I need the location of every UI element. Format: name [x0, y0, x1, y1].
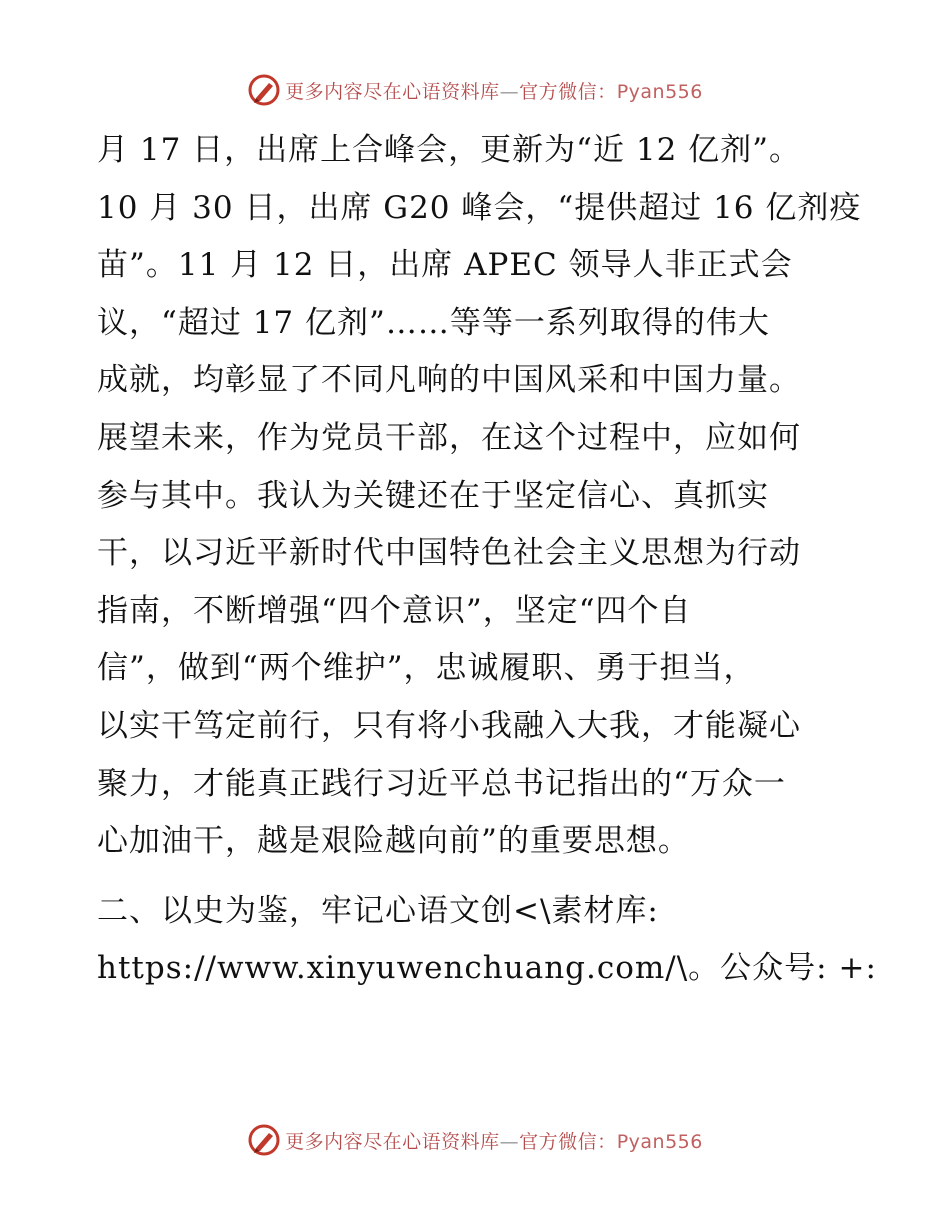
footer-watermark-banner	[0, 1120, 950, 1160]
url-line: https://www.xinyuwenchuang.com/\。公众号: +:	[97, 950, 877, 987]
body-line: 信”，做到“两个维护”，忠诚履职、勇于担当，	[97, 650, 756, 687]
body-line: 10 月 30 日，出席 G20 峰会，“提供超过 16 亿剂疫	[97, 189, 862, 226]
pen-logo-icon	[247, 73, 281, 107]
body-line: 议，“超过 17 亿剂”……等等一系列取得的伟大	[97, 304, 770, 341]
body-line: 干，以习近平新时代中国特色社会主义思想为行动	[97, 535, 801, 572]
body-line: 苗”。11 月 12 日，出席 APEC 领导人非正式会	[97, 247, 793, 284]
body-line: 聚力，才能真正践行习近平总书记指出的“万众一	[97, 765, 786, 802]
body-line: 成就，均彰显了不同凡响的中国风采和中国力量。	[97, 362, 801, 399]
body-line: 以实干笃定前行，只有将小我融入大我，才能凝心	[97, 707, 801, 744]
banner-separator: —	[499, 1130, 520, 1153]
section-heading: 二、以史为鉴，牢记心语文创<\素材库:	[97, 892, 659, 929]
banner-account: Pyan556	[616, 80, 703, 103]
banner-text	[285, 77, 703, 104]
body-line: 月 17 日，出席上合峰会，更新为“近 12 亿剂”。	[97, 132, 802, 168]
pen-logo-icon	[247, 1123, 281, 1157]
body-line: 展望未来，作为党员干部，在这个过程中，应如何	[97, 419, 801, 456]
body-line: 参与其中。我认为关键还在于坚定信心、真抓实	[97, 477, 769, 514]
body-line: 指南，不断增强“四个意识”，坚定“四个自	[97, 592, 692, 629]
banner-middle: 官方微信：	[519, 1130, 617, 1153]
banner-text	[285, 1127, 703, 1154]
banner-account: Pyan556	[616, 1130, 703, 1153]
document-body	[97, 122, 877, 998]
banner-prefix: 更多内容尽在心语资料库	[285, 1130, 500, 1153]
banner-prefix: 更多内容尽在心语资料库	[285, 80, 500, 103]
banner-separator: —	[499, 80, 520, 103]
banner-middle: 官方微信：	[519, 80, 617, 103]
header-watermark-banner	[0, 70, 950, 110]
body-line: 心加油干，越是艰险越向前”的重要思想。	[97, 823, 690, 860]
